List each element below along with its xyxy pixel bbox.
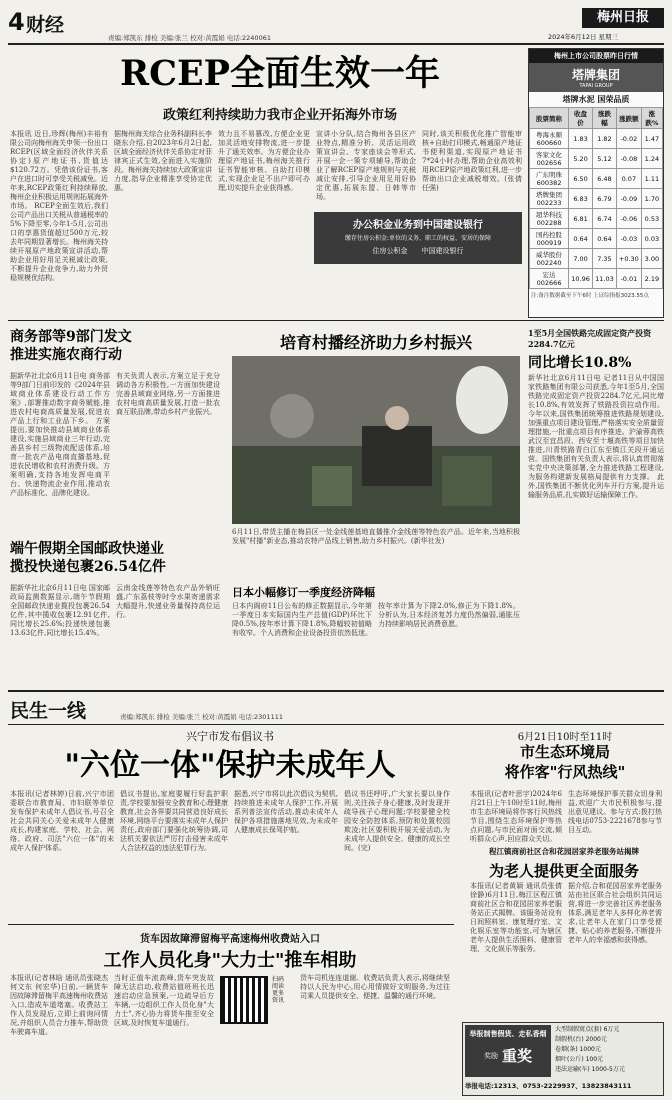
report-box-title: 举报制售假货、走私香烟: [469, 1029, 547, 1038]
hotline-body-col2: 生态环境保护事关群众切身利益,欢迎广大市民积极参与,提出意见建议。参与方式:拨打热线电话0753-2221678参与节目互动。: [568, 790, 662, 834]
stock-cell: 1.82: [593, 129, 617, 149]
stock-cell: -0.03: [616, 229, 641, 249]
rcep-subheadline: 政策红利持续助力我市企业开拓海外市场: [162, 108, 397, 123]
stock-cell: 2.19: [641, 269, 662, 289]
rcep-body-col5: 同时,该关积极优化推广智能审核+自助打印模式,畅通原产地证书便利渠道,实现原产地证书7*24小时办理,帮助企业高效利用RCEP原产地政策红利,进一步帮助出口企业减税增效。(张倩 任强): [422, 130, 522, 192]
ad-logo-ccb: 中国建设银行: [421, 247, 464, 255]
stock-cell: 宏达 002666: [530, 269, 569, 289]
livestream-photo-illustration: [232, 356, 520, 524]
stock-cell: 7.35: [593, 249, 617, 269]
stock-cell: 客家文化 002656: [530, 149, 569, 169]
stock-cell: 3.00: [641, 249, 662, 269]
minor-body-col3: 据悉,兴宁市将以此次倡议为契机,持续推进未成年人保护工作,开展系列普法宣传活动,推动未成年人保护各项措施落地见效,为未成年人健康成长保驾护航。: [234, 790, 338, 834]
stock-cell: 国药控股 000919: [530, 229, 569, 249]
stock-row: [530, 129, 663, 149]
japan-body-col1: 日本内阁府11日公布的修正数据显示,今年第一季度日本实际国内生产总值(GDP)环比下降0.5%,按年率计算下降1.8%,降幅较初值略有收窄。个人消费和企业设备投资依然低迷。: [232, 602, 372, 637]
ad-brand: 办公积金业务到中国建设银行: [353, 220, 483, 231]
stock-cell: 1.70: [641, 189, 662, 209]
stock-cell: 6.81: [569, 209, 593, 229]
stock-row: [530, 269, 663, 289]
reward-item: 制假机(台) 2000元: [555, 1036, 607, 1043]
stock-panel-title: 梅州上市公司股票昨日行情: [529, 49, 663, 63]
railway-body: 新华社北京6月11日电 记者11日从中国国家铁路集团有限公司获悉,今年1至5月,全国铁路完成固定资产投资2284.7亿元,同比增长10.8%,有效发挥了铁路投资拉动作用。 今年以来,国铁集团统筹推进铁路规划建设,加强重点项目建设管理,严格落实安全质量管理措施,一批重点项目有序推进。沪渝蓉高铁武汉至宜昌段、西安至十堰高铁等项目加快推进,川青铁路青白江东至镇江关段开通运营。国铁集团有关负责人表示,将认真贯彻落实党中央决策部署,全力推进铁路工程建设,为服务构建新发展格局提供有力支撑。 此外,国铁集团不断优化列车开行方案,提升运输服务品质,扎实做好运输保障工作。: [528, 374, 665, 499]
post-body-col1: 据新华社北京6月11日电 国家邮政局监测数据显示,端午节假期全国邮政快递业揽投包裹26.54亿件,其中揽收包裹12.91亿件,同比增长25.6%;投递快递包裹13.63亿件,同比增长15.4%。: [10, 584, 110, 637]
paper-name: 梅州日报: [582, 8, 664, 28]
rcep-headline: RCEP全面生效一年: [120, 53, 440, 94]
stock-cell: -0.06: [616, 209, 641, 229]
stock-row: [530, 209, 663, 229]
masthead: [8, 6, 664, 42]
stock-cell: 6.50: [569, 169, 593, 189]
stock-cell: 广东明珠 600382: [530, 169, 569, 189]
report-reward-list: [555, 1025, 663, 1075]
stock-header-cell: 涨跌%: [641, 108, 662, 129]
report-box-reward: 重奖: [501, 1047, 532, 1065]
reward-item: 违法运输(车) 1000-5万元: [555, 1066, 625, 1073]
minsheng-staff: 责编:郑凯东 排检 美编:张兰 校对:黄霞娟 电话:2301111: [120, 713, 283, 721]
toll-body-col1: 本报讯(记者林晗 通讯员张晓杰 何文东 何宏华)日前,一辆货车因故障滞留梅平高速梅州收费站入口,造成车道堵塞。收费站工作人员发现后,立即上前询问情况,并组织人员合力推车,帮助货车驶离车道。: [10, 974, 108, 1036]
stock-row: [530, 249, 663, 269]
stock-cell: -0.09: [616, 189, 641, 209]
toll-pretitle: 货车因故障滞留梅平高速梅州收费站入口: [140, 934, 320, 945]
toll-headline: 工作人员化身"大力士"推车相助: [103, 950, 357, 971]
stock-cell: -0.02: [616, 129, 641, 149]
stock-cell: 粤海永顺 600660: [530, 129, 569, 149]
stock-cell: 威华股份 002240: [530, 249, 569, 269]
stock-cell: 1.24: [641, 149, 662, 169]
rcep-bottom-rule: [8, 320, 664, 321]
stock-cell: 6.79: [593, 189, 617, 209]
japan-headline: 日本小幅修订一季度经济降幅: [232, 586, 375, 599]
stock-cell: 0.53: [641, 209, 662, 229]
village-headline: 培育村播经济助力乡村振兴: [279, 333, 472, 352]
railway-pretitle: 1至5月全国铁路完成固定资产投资2284.7亿元: [528, 328, 652, 349]
stock-cell: 1.11: [641, 169, 662, 189]
toll-qr-code: [220, 976, 268, 1024]
elder-body-col2: 据介绍,合和花园居家养老服务站由社区联合社会组织共同运营,将进一步完善社区养老服务体系,满足老年人多样化养老需求,让老年人在家门口享受便捷、贴心的养老服务,不断提升老年人的幸福感和获得感。: [568, 882, 662, 944]
reward-item: 烟叶(公斤) 100元: [555, 1056, 604, 1063]
stock-table: [529, 107, 663, 289]
rcep-body-col4: 宣讲小分队,结合梅州各县区产业特点,精准分析、灵活运用政策宣讲会、专家座谈会等形式,开展一企一策专项辅导,帮助企业了解RCEP原产地规则与关税减让安排,引导企业用足用好协定优惠,拓展东盟、日韩等市场。: [316, 130, 416, 201]
stock-cell: 0.64: [569, 229, 593, 249]
post-headline: 端午假期全国邮政快递业 揽投快递包裹26.54亿件: [10, 541, 166, 575]
stock-cell: +0.30: [616, 249, 641, 269]
minor-headline: "六位一体"保护未成年人: [64, 748, 396, 783]
stock-row: [530, 149, 663, 169]
stock-cell: 6.74: [593, 209, 617, 229]
hotline-date: 6月21日10时至11时: [517, 732, 613, 743]
report-banner: [462, 1022, 664, 1096]
stock-cell: 超华科技 002288: [530, 209, 569, 229]
minor-body-col1: 本报讯(记者林婷)日前,兴宁市团委联合市教育局、市妇联等单位发布保护未成年人倡议书,号召全社会共同关心关爱未成年人健康成长,构建家庭、学校、社会、网络、政府、司法"六位一体"的未成年人保护体系。: [10, 790, 114, 852]
toll-body-col2: 当时正值车流高峰,货车突发故障无法启动,收费站值班班长迅速启动应急预案,一边疏导后方车辆,一边组织工作人员化身"大力士",齐心协力将货车推至安全区域,及时恢复车道通行。: [114, 974, 214, 1027]
stock-header-cell: 收盘价: [569, 108, 593, 129]
stock-company-logo: 塔牌集团: [571, 68, 620, 82]
elder-pretitle: 程江镇商前社区合和花园居家养老服务站揭牌: [489, 847, 639, 856]
stock-header-cell: 涨跌额: [616, 108, 641, 129]
stock-row: [530, 169, 663, 189]
stock-cell: 6.83: [569, 189, 593, 209]
stock-cell: 5.12: [593, 149, 617, 169]
minor-bottom-rule: [8, 924, 454, 925]
stock-cell: -0.08: [616, 149, 641, 169]
masthead-rule: [8, 43, 664, 45]
village-caption: 6月11日,带货主播在梅县区一处金线莲基地直播推介金线莲等特色农产品。近年来,当地积极发展"村播"新业态,推动农特产品线上销售,助力乡村振兴。(新华社发): [232, 528, 520, 545]
agri-headline: 商务部等9部门发文 推进实施农商行动: [10, 329, 132, 363]
ad-slogan: 缴存住房公积金:单位的义务、职工的权益、安居的保障: [344, 235, 492, 242]
stock-remarks: 注:备注数据截至下午6时 上证综指报3023.55点: [531, 293, 649, 299]
elder-headline: 为老人提供更全面服务: [488, 862, 639, 880]
stock-slogan: 塔牌水泥 国荣品质: [562, 94, 630, 104]
minor-body-col2: 倡议书提出,家庭要履行好监护职责,学校要加强安全教育和心理健康教育,社会各界要共同营造良好成长环境,网络平台要落实未成年人保护责任,政府部门要强化统筹协调,司法机关要依法严厉打击侵害未成年人合法权益的违法犯罪行为。: [120, 790, 228, 852]
report-phone-line: 举报电话:12313、0753-2229937、13823843111: [465, 1082, 632, 1090]
ad-logo-housing-fund: 住房公积金: [372, 247, 408, 255]
stock-cell: -0.01: [616, 269, 641, 289]
hotline-headline: 市生态环境局 将作客"行风热线": [504, 743, 626, 781]
stock-cell: 5.20: [569, 149, 593, 169]
stock-cell: 11.03: [593, 269, 617, 289]
rcep-body-col2: 据梅州海关综合业务科副科长李晓东介绍,自2023年6月2日起,区域全面经济伙伴关系协定对菲律宾正式生效,全面进入实施阶段。梅州海关持续加大政策宣讲力度,指导企业精准享受协定优惠。: [114, 130, 212, 192]
agri-body-col1: 据新华社北京6月11日电 商务部等9部门日前印发的《2024年县域商业体系建设行动工作方案》,部署推动数字商务赋能,推进农村电商高质量发展,促进农产品上行和工业品下乡。 方案提出,要加快推动县域商业体系建设,实施县域商业三年行动,完善县乡村三级物流配送体系,培育一批农产品电商直播基地,促进农民增收和农村消费升级。方案明确,支持各地发挥电商平台、快递物流企业作用,推动农产品标准化、品牌化建设。: [10, 372, 111, 497]
stock-cell: 0.03: [641, 229, 662, 249]
issue-date: 2024年6月12日 星期三: [548, 33, 619, 41]
post-body-col2: 云南金线莲等特色农产品外销旺盛,广东荔枝等时令水果寄递需求大幅提升,快递业务量保持高位运行。: [116, 584, 220, 619]
reward-item: 卷烟(条) 1000元: [555, 1046, 601, 1053]
rcep-body-col3: 效力且不易篡改,方便企业更加灵活地安排物流,进一步提升了通关效率。为方便企业办理原产地证书,梅州海关推行证书智能审核、自助打印模式,实现企业足不出户即可办理,切实提升企业获得感。: [218, 130, 310, 192]
stock-cell: 1.47: [641, 129, 662, 149]
toll-body-col3: 货车司机连连道谢。收费站负责人表示,将继续坚持以人民为中心,用心用情做好文明服务,为过往司乘人员提供安全、便捷、温馨的通行环境。: [300, 974, 450, 1000]
minor-body-col4: 倡议书还呼吁,广大家长要以身作则,关注孩子身心健康,及时发现并疏导孩子心理问题;学校要健全校园安全防控体系,预防和处置校园欺凌;社区要积极开展关爱活动,为未成年人提供安全、健康的成长空间。(完): [344, 790, 450, 852]
stock-header-cell: 股票简称: [530, 108, 569, 129]
staff-line: 责编:郑凯东 排检 美编:张兰 校对:黄霞娟 电话:2240061: [108, 34, 271, 42]
minsheng-header-rule: [8, 724, 664, 725]
village-photo: [232, 356, 520, 524]
stock-cell: 0.07: [616, 169, 641, 189]
toll-qr-caption: 扫码阅读更多资讯: [272, 976, 285, 1004]
japan-body-col2: 按年率计算为下降2.0%,修正为下降1.8%。分析认为,日本经济复苏力度仍然偏弱,通胀压力持续影响居民消费意愿。: [378, 602, 520, 628]
agri-body-col2: 有关负责人表示,方案立足于充分调动各方积极性,一方面加快建设完善县域商业网络,另一方面推进农村电商高质量发展,打造一批农商互联品牌,带动乡村产业振兴。: [116, 372, 220, 416]
report-box-label: 奖励: [483, 1051, 498, 1060]
railway-headline: 同比增长10.8%: [528, 355, 632, 371]
minsheng-top-rule: [8, 690, 664, 692]
stock-cell: 6.48: [593, 169, 617, 189]
page-number: 4: [8, 8, 25, 36]
rcep-body-col1: 本报讯 近日,珍辉(梅州)丰裕有限公司向梅州海关申领一份出口RCEP(区域全面经济伙伴关系协定)原产地证书,货值达$120.72万。凭借该份证书,客户在进口时可享受关税减免。近年来,RCEP政策红利持续释放,梅州企业积极运用规则拓展海外市场。 RCEP全面生效后,我们公司产品出口关税从普通税率的5%下降至零,今年1-5月,公司出口的享惠货值超过500万元,较去年同期显著增长。梅州海关持续开展原产地政策宣讲活动,帮助企业用好用足关税减让政策,不断提升企业竞争力,助力外贸稳规模优结构。: [10, 130, 108, 282]
stock-row: [530, 229, 663, 249]
reward-item: 大型制假窝点(套) 6万元: [555, 1026, 620, 1033]
stock-cell: 7.00: [569, 249, 593, 269]
ccb-ad-banner: [314, 212, 522, 264]
minsheng-label: 民生一线: [10, 700, 87, 722]
stock-company-sub: TAPAI GROUP: [579, 83, 613, 89]
section-title: 财经: [26, 14, 65, 36]
elder-body-col1: 本报讯(记者黄颖 通讯员张倩 徐静)6月11日,梅江区程江镇商前社区合和花园居家养老服务站正式揭牌。该服务站设有日间照料室、康复理疗室、文化娱乐室等功能室,可为辖区老年人提供生活照料、健康管理、文化娱乐等服务。: [470, 882, 562, 953]
stock-header-cell: 涨跌幅: [593, 108, 617, 129]
minor-pretitle: 兴宁市发布倡议书: [186, 730, 274, 743]
stock-cell: 10.96: [569, 269, 593, 289]
stock-cell: 1.83: [569, 129, 593, 149]
stock-cell: 塔牌集团 002233: [530, 189, 569, 209]
hotline-body-col1: 本报讯(记者叶思宇)2024年6月21日上午10时至11时,梅州市生态环境局将作客行风热线节目,围绕生态环境保护等热点问题,与市民面对面交流,倾听群众心声,回应群众关切。: [470, 790, 562, 843]
stock-cell: 0.64: [593, 229, 617, 249]
stock-row: [530, 189, 663, 209]
stock-panel: [528, 48, 664, 318]
